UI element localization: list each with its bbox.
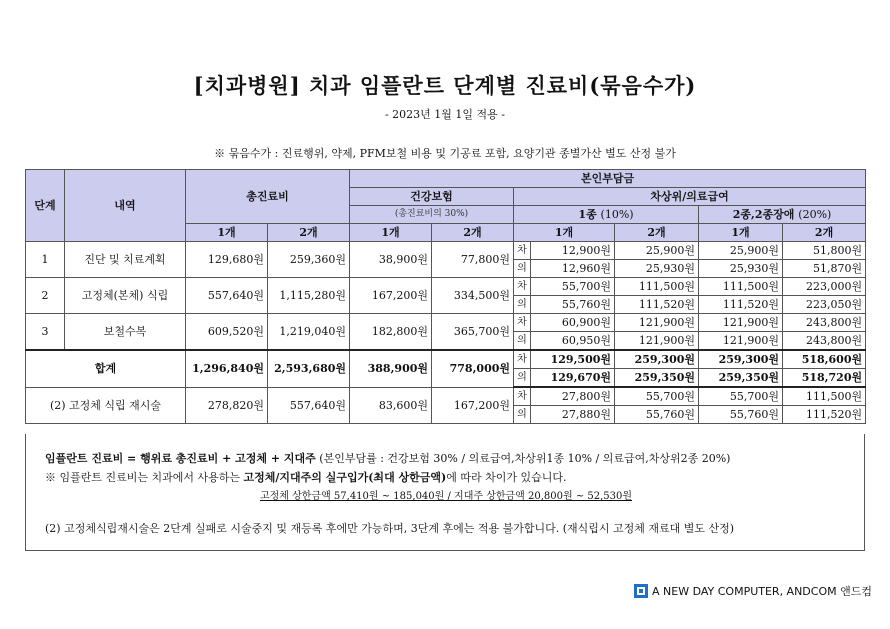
- class1-one: 55,760원: [531, 296, 615, 314]
- category-marker: 의: [514, 406, 531, 424]
- class2-one: 111,500원: [699, 278, 783, 296]
- total-two: 1,115,280원: [268, 278, 350, 314]
- price-variance-note: [45, 469, 566, 485]
- row-stage: 2: [26, 278, 65, 314]
- table-row: [26, 387, 866, 406]
- health-ins-two: 365,700원: [432, 314, 514, 351]
- formula-line: [45, 450, 730, 466]
- category-marker: 차: [514, 278, 531, 296]
- row-stage: 1: [26, 242, 65, 278]
- class2-one: 259,300원: [699, 350, 783, 369]
- health-ins-two: 167,200원: [432, 387, 514, 424]
- note-prefix: ※ 임플란트 진료비는 치과에서 사용하는: [45, 471, 244, 484]
- note-suffix: 에 따라 차이가 있습니다.: [446, 471, 567, 484]
- class2-two: 243,800원: [783, 332, 866, 351]
- class1-rate: (10%): [600, 208, 634, 221]
- logo-icon: [634, 584, 648, 598]
- header-health-insurance: 건강보험: [350, 188, 514, 206]
- header-row-1: [26, 170, 866, 188]
- row-item: (2) 고정체 식립 재시술: [26, 387, 186, 424]
- header-self-pay: 본인부담금: [350, 170, 866, 188]
- header-one: 1개: [514, 224, 615, 242]
- note-bold: 고정체/지대주의 실구입가(최대 상한금액): [243, 471, 447, 484]
- row-item: 보철수복: [65, 314, 186, 351]
- class2-two: 111,500원: [783, 387, 866, 406]
- class1-two: 121,900원: [615, 332, 699, 351]
- health-ins-two: 778,000원: [432, 350, 514, 387]
- header-one: 1개: [186, 224, 268, 242]
- class2-two: 243,800원: [783, 314, 866, 332]
- total-two: 259,360원: [268, 242, 350, 278]
- class2-two: 51,870원: [783, 260, 866, 278]
- header-one: 1개: [350, 224, 432, 242]
- class2-one: 25,900원: [699, 242, 783, 260]
- class2-two: 518,600원: [783, 350, 866, 369]
- class1-one: 60,900원: [531, 314, 615, 332]
- row-item: 진단 및 치료계획: [65, 242, 186, 278]
- header-two: 2개: [783, 224, 866, 242]
- category-marker: 의: [514, 369, 531, 388]
- effective-date: - 2023년 1월 1일 적용 -: [384, 108, 506, 121]
- class2-one: 121,900원: [699, 314, 783, 332]
- health-ins-two: 77,800원: [432, 242, 514, 278]
- class2-one: 259,350원: [699, 369, 783, 388]
- table-row: [26, 314, 866, 332]
- total-two: 557,640원: [268, 387, 350, 424]
- redo-note: (2) 고정체식립재시술은 2단계 실패로 시술중지 및 재등록 후에만 가능하며, 3단계 후에는 적용 불가합니다. (재식립시 고정체 재료대 별도 산정): [45, 522, 735, 535]
- class1-one: 27,800원: [531, 387, 615, 406]
- header-item: 내역: [65, 170, 186, 242]
- class1-one: 129,500원: [531, 350, 615, 369]
- class1-two: 55,760원: [615, 406, 699, 424]
- class1-one: 27,880원: [531, 406, 615, 424]
- fee-table: [25, 169, 866, 424]
- bundle-fee-note: ※ 묶음수가 : 진료행위, 약제, PFM보철 비용 및 기공료 포함, 요양기관 종별가산 별도 산정 불가: [214, 147, 676, 160]
- header-total: 총진료비: [186, 170, 350, 224]
- class1-two: 121,900원: [615, 314, 699, 332]
- category-marker: 차: [514, 242, 531, 260]
- page-title: [치과병원] 치과 임플란트 단계별 진료비(묶음수가): [193, 73, 697, 98]
- category-marker: 차: [514, 350, 531, 369]
- header-stage: 단계: [26, 170, 65, 242]
- class1-two: 111,520원: [615, 296, 699, 314]
- class1-two: 111,500원: [615, 278, 699, 296]
- class1-one: 12,900원: [531, 242, 615, 260]
- total-one: 278,820원: [186, 387, 268, 424]
- class1-label: 1종: [578, 208, 597, 221]
- class1-two: 25,900원: [615, 242, 699, 260]
- category-marker: 의: [514, 332, 531, 351]
- class2-one: 55,700원: [699, 387, 783, 406]
- table-row: [26, 278, 866, 296]
- class1-two: 259,300원: [615, 350, 699, 369]
- class1-one: 129,670원: [531, 369, 615, 388]
- total-one: 1,296,840원: [186, 350, 268, 387]
- header-medical-aid: 차상위/의료급여: [514, 188, 866, 206]
- header-one: 1개: [699, 224, 783, 242]
- upper-limit-amounts: 고정체 상한금액 57,410원 ~ 185,040원 / 지대주 상한금액 20,800원 ~ 52,530원: [259, 491, 633, 502]
- health-ins-one: 38,900원: [350, 242, 432, 278]
- header-class1: [514, 206, 699, 224]
- class1-two: 259,350원: [615, 369, 699, 388]
- health-ins-one: 388,900원: [350, 350, 432, 387]
- total-two: 2,593,680원: [268, 350, 350, 387]
- class1-two: 55,700원: [615, 387, 699, 406]
- class2-two: 111,520원: [783, 406, 866, 424]
- header-health-insurance-rate: (총진료비의 30%): [350, 206, 514, 224]
- class1-one: 12,960원: [531, 260, 615, 278]
- header-two: 2개: [615, 224, 699, 242]
- header-two: 2개: [432, 224, 514, 242]
- total-two: 1,219,040원: [268, 314, 350, 351]
- total-one: 557,640원: [186, 278, 268, 314]
- class2-two: 518,720원: [783, 369, 866, 388]
- class2-two: 223,050원: [783, 296, 866, 314]
- formula-bold: 임플란트 진료비 = 행위료 총진료비 + 고정체 + 지대주: [45, 452, 316, 465]
- category-marker: 차: [514, 314, 531, 332]
- class1-one: 55,700원: [531, 278, 615, 296]
- class2-label: 2종,2종장애: [732, 208, 795, 221]
- class2-one: 55,760원: [699, 406, 783, 424]
- company-logo: [634, 583, 872, 599]
- table-body: [26, 242, 866, 424]
- health-ins-one: 182,800원: [350, 314, 432, 351]
- footer-notes: [25, 434, 865, 551]
- total-one: 129,680원: [186, 242, 268, 278]
- class2-two: 223,000원: [783, 278, 866, 296]
- formula-rates: (본인부담률 : 건강보험 30% / 의료급여,차상위1종 10% / 의료급여,차상위2종 20%): [315, 452, 731, 465]
- class2-rate: (20%): [798, 208, 832, 221]
- class1-one: 60,950원: [531, 332, 615, 351]
- health-ins-two: 334,500원: [432, 278, 514, 314]
- class2-one: 25,930원: [699, 260, 783, 278]
- health-ins-one: 83,600원: [350, 387, 432, 424]
- class1-two: 25,930원: [615, 260, 699, 278]
- header-class2: [699, 206, 866, 224]
- row-stage: 3: [26, 314, 65, 351]
- class2-two: 51,800원: [783, 242, 866, 260]
- table-row: [26, 350, 866, 369]
- category-marker: 차: [514, 387, 531, 406]
- class2-one: 121,900원: [699, 332, 783, 351]
- category-marker: 의: [514, 260, 531, 278]
- row-item: 합계: [26, 350, 186, 387]
- category-marker: 의: [514, 296, 531, 314]
- table-row: [26, 242, 866, 260]
- class2-one: 111,520원: [699, 296, 783, 314]
- health-ins-one: 167,200원: [350, 278, 432, 314]
- row-item: 고정체(본체) 식립: [65, 278, 186, 314]
- total-one: 609,520원: [186, 314, 268, 351]
- logo-text: A NEW DAY COMPUTER, ANDCOM 앤드컴: [652, 585, 872, 598]
- header-two: 2개: [268, 224, 350, 242]
